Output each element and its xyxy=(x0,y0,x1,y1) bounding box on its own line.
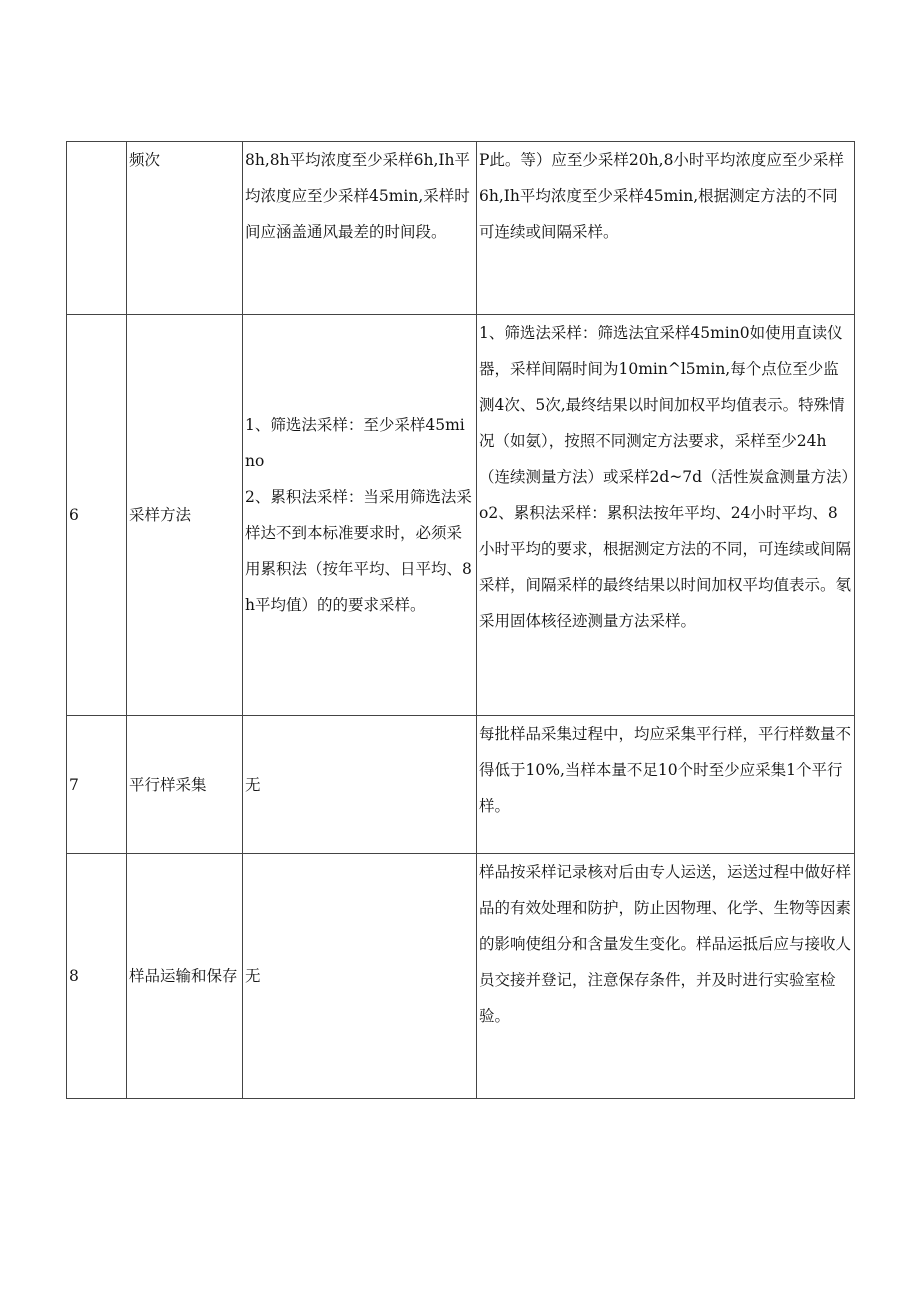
standard-a-text: 无 xyxy=(243,854,477,1099)
standard-a-text xyxy=(243,315,477,716)
standard-b-text: 样品按采样记录核对后由专人运送，运送过程中做好样品的有效处理和防护，防止因物理、化学、生物等因素的影响使组分和含量发生变化。样品运抵后应与接收人员交接并登记，注意保存条件，并及时进行实验室检验。 xyxy=(477,854,855,1099)
paragraph: 1、筛选法采样：至少采样45mino xyxy=(245,416,465,470)
item-label: 平行样采集 xyxy=(127,716,243,854)
row-number: 6 xyxy=(67,315,127,716)
table-row-sampling-method xyxy=(67,315,855,716)
paragraph: 2、累积法采样：当采用筛选法采样达不到本标准要求时，必须采用累积法（按年平均、日平均、8h平均值）的的要求采样。 xyxy=(245,488,472,614)
standards-comparison-table xyxy=(66,141,855,1099)
table-row-frequency xyxy=(67,142,855,315)
item-label: 采样方法 xyxy=(127,315,243,716)
standard-a-text: 8h,8h平均浓度至少采样6h,Ih平均浓度应至少采样45min,采样时间应涵盖通风最差的时间段。 xyxy=(243,142,477,315)
item-label: 频次 xyxy=(127,142,243,315)
standard-a-text: 无 xyxy=(243,716,477,854)
table-row-transport-storage xyxy=(67,854,855,1099)
standard-b-text: 每批样品采集过程中，均应采集平行样，平行样数量不得低于10%,当样本量不足10个时至少应采集1个平行样。 xyxy=(477,716,855,854)
row-number: 8 xyxy=(67,854,127,1099)
row-number: 7 xyxy=(67,716,127,854)
row-number xyxy=(67,142,127,315)
standard-b-text: P此。等）应至少采样20h,8小时平均浓度应至少采样6h,Ih平均浓度至少采样45min,根据测定方法的不同可连续或间隔采样。 xyxy=(477,142,855,315)
standard-b-text: 1、筛选法采样：筛选法宜采样45min0如使用直读仪器，采样间隔时间为10min^l5min,每个点位至少监测4次、5次,最终结果以时间加权平均值表示。特殊情况（如氨），按照不同测定方法要求，采样至少24h（连续测量方法）或采样2d~7d（活性炭盒测量方法）o2、累积法采样：累积法按年平均、24小时平均、8小时平均的要求，根据测定方法的不同，可连续或间隔采样，间隔采样的最终结果以时间加权平均值表示。氡采用固体核径迹测量方法采样。 xyxy=(477,315,855,716)
item-label: 样品运输和保存 xyxy=(127,854,243,1099)
table-row-parallel-sample xyxy=(67,716,855,854)
